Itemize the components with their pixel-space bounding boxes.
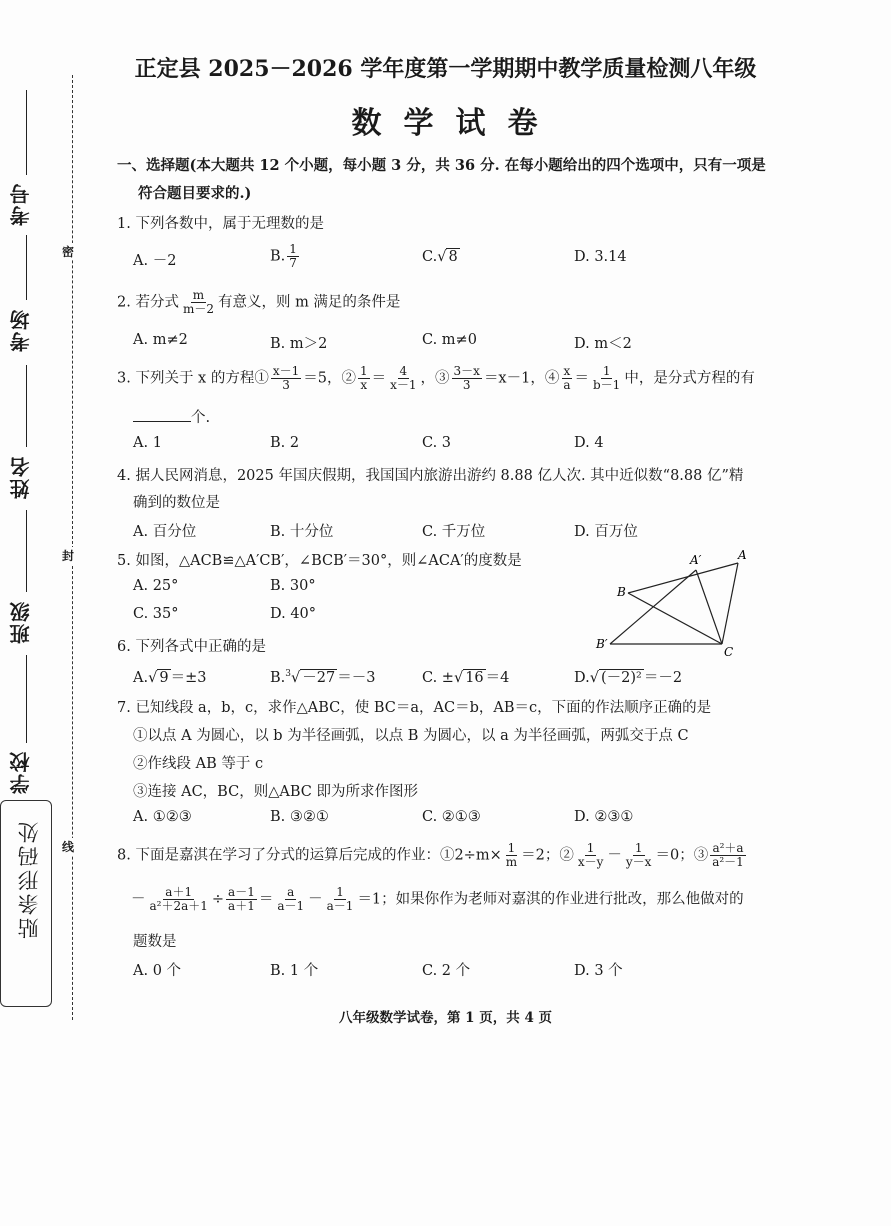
q3-option-d: D. 4: [574, 435, 604, 451]
q1-option-d: D. 3.14: [574, 249, 627, 265]
q5-option-d: D. 40°: [270, 606, 317, 622]
q8-option-c: C. 2 个: [422, 963, 471, 979]
q7-step-2: ②作线段 AB 等于 c: [133, 756, 264, 772]
fig-seg-B1A1: [610, 570, 696, 644]
class-line: [26, 510, 27, 592]
q6-option-a: A.√ 9 ＝±3: [133, 670, 207, 686]
q4-option-a: A. 百分位: [133, 524, 197, 540]
fig-label-A: A: [738, 548, 747, 562]
q5-option-a: A. 25°: [133, 578, 179, 594]
q5-stem: 5. 如图，△ACB≌△A′CB′，∠BCB′＝30°，则∠ACA′的度数是: [117, 553, 522, 569]
q3-option-b: B. 2: [270, 435, 300, 451]
q7-option-d: D. ②③①: [574, 809, 634, 825]
q3-stem: 3. 下列关于 x 的方程① $\frac{x-1}{3}$ ＝5，② $\frac{1}{x}$ ＝ $\frac{4}{x-1}$ ，③ $\frac{3-x}{3}$ ＝x－1，④ $\frac{x}{a}$ ＝ $\frac{1}{b-1}$ 中，是分式方程的有: [117, 364, 755, 392]
name-label: 姓名: [9, 455, 33, 499]
q8-stem-cont: － $\frac{a+1}{\text{a²＋2a＋1}}$ ÷ $\frac{a-1}{a+1}$ ＝ $\frac{a}{a-1}$ － $\frac{1}{a-1}$ ＝1；如果你作为老师对嘉淇的作业进行批改，那么他做对的: [131, 885, 744, 913]
q1-option-c: C.√ 8: [422, 249, 458, 265]
q7-stem: 7. 已知线段 a，b，c，求作△ABC，使 BC＝a，AC＝b，AB＝c，下面的作法顺序正确的是: [117, 700, 712, 716]
q7-option-c: C. ②①③: [422, 809, 481, 825]
section-heading: 一、选择题(本大题共 12 个小题，每小题 3 分，共 36 分. 在每小题给出的四个选项中，只有一项是: [117, 157, 766, 174]
section-heading-cont: 符合题目要求的.): [138, 185, 252, 202]
seal-char-feng: 封: [62, 549, 75, 563]
fig-seg-A1C: [696, 570, 722, 644]
q8-stem: 8. 下面是嘉淇在学习了分式的运算后完成的作业：①2÷m× $\frac{1}{m}$ ＝2；② $\frac{1}{x-y}$ － $\frac{1}{y-x}$ ＝0；③ $\frac{\text{a²＋a}}{\text{a²－1}}$: [117, 841, 744, 869]
q4-option-c: C. 千万位: [422, 524, 486, 540]
q6-stem: 6. 下列各式中正确的是: [117, 639, 266, 655]
exam-subtitle: 数学试卷: [351, 106, 560, 141]
q8-option-d: D. 3 个: [574, 963, 623, 979]
q8-option-b: B. 1 个: [270, 963, 319, 979]
exam-room-label: 考场: [9, 308, 33, 352]
school-label: 学校: [9, 750, 33, 794]
class-label: 班级: [9, 600, 33, 644]
q4-stem: 4. 据人民网消息，2025 年国庆假期，我国国内旅游出游约 8.88 亿人次. 其中近似数“8.88 亿”精: [117, 468, 744, 484]
answer-blank[interactable]: [133, 421, 191, 422]
fig-label-B1: B′: [596, 637, 608, 651]
q3-option-a: A. 1: [133, 435, 162, 451]
q7-option-a: A. ①②③: [133, 809, 192, 825]
q6-option-c: C. ±√ 16 ＝4: [422, 670, 510, 686]
seal-char-xian: 线: [62, 840, 75, 854]
exam-number-label: 考号: [9, 182, 33, 226]
school-line: [26, 655, 27, 743]
fig-label-B: B: [617, 585, 626, 599]
barcode-box: [0, 800, 52, 1007]
q8-stem-line3: 题数是: [133, 934, 177, 950]
fig-label-C: C: [724, 645, 734, 659]
q1-option-b: B. $\frac{1}{7}$: [270, 242, 297, 270]
q7-option-b: B. ③②①: [270, 809, 329, 825]
page-footer: 八年级数学试卷，第 1 页，共 4 页: [338, 1010, 553, 1026]
seal-char-mi: 密: [62, 245, 75, 259]
q7-step-1: ①以点 A 为圆心，以 b 为半径画弧，以点 B 为圆心，以 a 为半径画弧，两弧交于点 C: [133, 728, 689, 744]
q5-option-c: C. 35°: [133, 606, 179, 622]
barcode-label: 贴条形码处: [17, 819, 41, 939]
q4-option-d: D. 百万位: [574, 524, 638, 540]
q2-option-c: C. m≠0: [422, 332, 477, 348]
q4-stem-cont: 确到的数位是: [133, 495, 220, 511]
q7-step-3: ③连接 AC，BC，则△ABC 即为所求作图形: [133, 784, 418, 800]
q6-option-d: D.√ (－2)² ＝－2: [574, 670, 683, 686]
q8-option-a: A. 0 个: [133, 963, 182, 979]
q2-option-b: B. m＞2: [270, 336, 328, 352]
q6-option-b: B.$^3$√ －27 ＝－3: [270, 669, 376, 686]
name-line: [26, 365, 27, 447]
q5-option-b: B. 30°: [270, 578, 316, 594]
q3-stem-cont: 个.: [133, 406, 210, 427]
exam-room-line: [26, 235, 27, 300]
q1-option-a: A. －2: [133, 253, 177, 269]
q1-stem: 1. 下列各数中，属于无理数的是: [117, 216, 324, 232]
exam-title: 正定县 2025－2026 学年度第一学期期中教学质量检测八年级: [134, 56, 757, 82]
fig-seg-BA: [628, 563, 738, 593]
q5-triangle-figure: [590, 548, 760, 660]
fig-label-A1: A′: [690, 553, 702, 567]
q4-option-b: B. 十分位: [270, 524, 334, 540]
fig-seg-AC: [722, 563, 738, 644]
q2-stem: 2. 若分式 $\frac{m}{m-2}$ 有意义，则 m 满足的条件是: [117, 288, 401, 316]
q2-option-a: A. m≠2: [133, 332, 188, 348]
q2-option-d: D. m＜2: [574, 336, 632, 352]
fig-seg-BC: [628, 593, 722, 644]
q3-option-c: C. 3: [422, 435, 452, 451]
